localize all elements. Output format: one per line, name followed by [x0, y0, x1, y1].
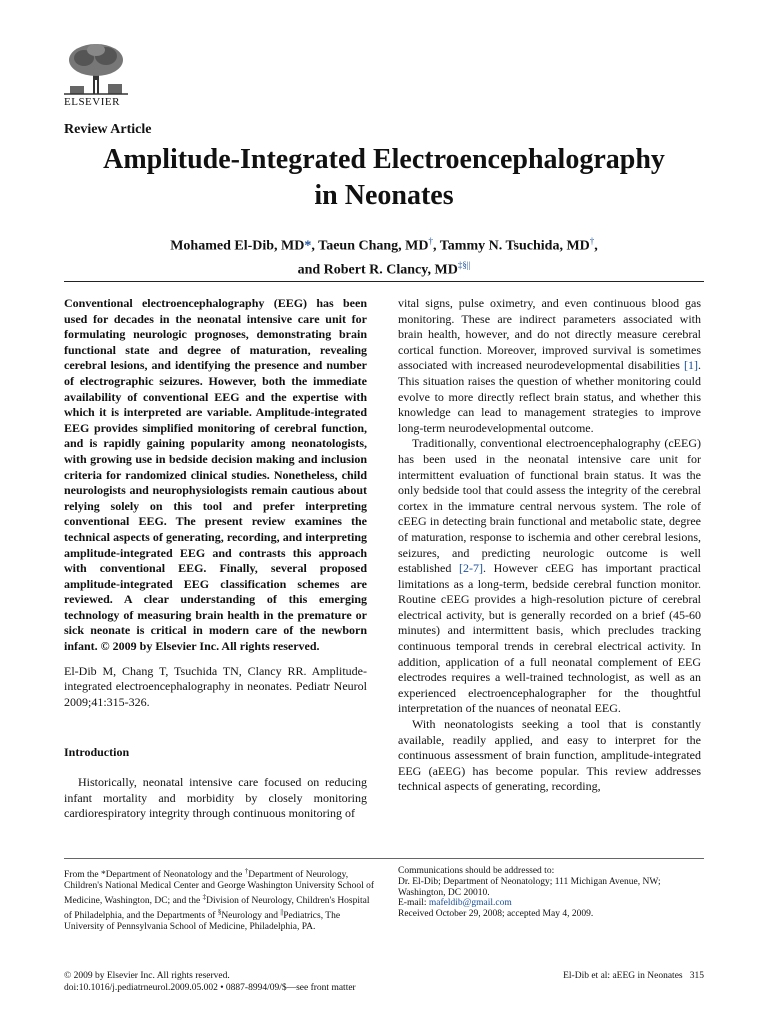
footnote-divider — [64, 858, 704, 859]
author-list — [40, 232, 728, 279]
copyright-block — [64, 970, 356, 994]
author-3: Tammy N. Tsuchida, MD — [439, 238, 590, 254]
author-line-2 — [40, 256, 728, 280]
title-line-1: Amplitude-Integrated Electroencephalography — [103, 144, 665, 175]
page-number: 315 — [689, 971, 704, 981]
correspondence-footnote — [398, 866, 704, 920]
elsevier-tree-logo-icon — [64, 40, 128, 96]
header-divider — [64, 281, 704, 282]
left-column — [64, 296, 367, 822]
author-4-affiliation-link[interactable]: ‡§|| — [457, 259, 471, 270]
publisher-logo — [64, 40, 128, 108]
affiliations-footnote: From the *Department of Neonatology and the †Department of Neurology, Children's National Medical Center and George Washington University School of Medicine, Washington, DC; and the ‡Division of Neurology, Children's Hospital of Philadelphia, and the Departments of §Neurology and ||Pediatrics, The University of Pennsylvania School of Medicine, Philadelphia, PA. — [64, 867, 375, 932]
intro-paragraph-1: Historically, neonatal intensive care focused on reducing infant mortality and morbidity by closely monitoring cardiorespiratory integrity through continuous monitoring of — [64, 775, 367, 821]
author-1-affiliation-link[interactable]: * — [304, 238, 312, 254]
article-type: Review Article — [64, 122, 152, 137]
reference-link-2-7[interactable]: [2-7] — [459, 561, 483, 576]
author-3-affiliation-link[interactable]: † — [589, 236, 595, 246]
received-date: Received October 29, 2008; accepted May 4, 2009. — [398, 909, 594, 920]
correspondence-line-3: Washington, DC 20010. — [398, 887, 490, 898]
body-paragraph-3: With neonatologists seeking a tool that is constantly available, readily applied, and easy to interpret for the continuous assessment of brain function, amplitude-integrated EEG (aEEG) has become popular. This review addresses technical aspects of generating, recording, — [398, 717, 701, 794]
running-footer — [563, 970, 704, 982]
title-line-2: in Neonates — [314, 180, 454, 211]
correspondence-line-1: Communications should be addressed to: — [398, 866, 555, 876]
email-link[interactable]: mafeldib@gmail.com — [428, 898, 512, 909]
correspondence-email-row: E-mail: mafeldib@gmail.com — [398, 898, 512, 909]
body-paragraph-1: vital signs, pulse oximetry, and even continuous blood gas monitoring. These are indirect parameters associated with brain health, however, and do not directly measure cerebral cortical function. Moreover, improved survival is sometimes associated with increased neurodevelopmental disabilities [1]. This situation raises the question of whether monitoring could evolve to more directly reflect brain status, and whether this knowledge can lead to management strategies to improve long-term neurodevelopmental outcome. — [398, 296, 701, 435]
author-line-1: Mohamed El-Dib, MD*, Taeun Chang, MD†, Tammy N. Tsuchida, MD†, — [170, 236, 598, 254]
author-4: and Robert R. Clancy, MD — [297, 262, 458, 278]
author-2-affiliation-link[interactable]: † — [428, 236, 433, 246]
publisher-name: ELSEVIER — [64, 96, 120, 108]
body-paragraph-2: Traditionally, conventional electroencephalography (cEEG) has been used in the neonatal intensive care unit for intermittent evaluation of functional brain status. It was the only bedside tool that could assess the integrity of the cerebral cortex in the immature central nervous system. The role of cEEG in detecting brain functional and metabolic state, degree of maturation, response to ischemia and other cerebral lesions, seizures, and predicting neurologic outcome is well established [2-7]. However cEEG has important practical limitations as a long-term, bedside cerebral function monitor. Routine cEEG provides a high-resolution picture of cerebral electrical activity, but is generally recorded on a brief (45-60 minutes) and intermittent basis, which precludes tracking continuous temporal trends in cerebral electrical activity. In addition, application of a full neonatal complement of EEG electrodes requires a well-trained technologist, as well as an experienced electroencephalographer for the thoughtful interpretation of the nuances of neonatal EEG. — [398, 436, 701, 716]
section-heading-introduction: Introduction — [64, 745, 130, 760]
running-footer-title: El-Dib et al: aEEG in Neonates — [563, 971, 683, 981]
doi-line[interactable]: doi:10.1016/j.pediatrneurol.2009.05.002 • 0887-8994/09/$—see front matter — [64, 983, 356, 993]
right-column — [398, 296, 701, 795]
reference-link-1[interactable]: [1] — [684, 358, 698, 373]
citation: El-Dib M, Chang T, Tsuchida TN, Clancy RR. Amplitude-integrated electroencephalography in neonates. Pediatr Neurol 2009;41:315-326. — [64, 663, 367, 709]
article-title — [40, 142, 728, 214]
correspondence-line-2: Dr. El-Dib; Department of Neonatology; 111 Michigan Avenue, NW; — [398, 876, 661, 887]
author-1: Mohamed El-Dib, MD — [170, 238, 305, 254]
copyright-line: © 2009 by Elsevier Inc. All rights reserved. — [64, 971, 230, 981]
abstract: Conventional electroencephalography (EEG) has been used for decades in the neonatal intensive care unit for formulating neurologic prognoses, demonstrating brain functional state and degree of maturation, revealing cerebral lesions, and identifying the presence and number of electrographic seizures. However, both the immediate availability of conventional EEG and the expertise with which it is interpreted are variable. Amplitude-integrated EEG provides simplified monitoring of cerebral function, and is rapidly gaining popularity among neonatologists, with growing use in bedside decision making and inclusion criteria for randomized clinical studies. Nonetheless, child neurologists and neurophysiologists remain cautious about relying solely on this tool and prefer interpreting conventional EEG. The present review examines the technical aspects of generating, recording, and interpreting amplitude-integrated EEG and contrasts this approach with conventional EEG. Finally, several proposed amplitude-integrated EEG classification schemes are reviewed. A clear understanding of this emerging technology of measuring brain health in the premature or sick neonate is critical in modern care of the newborn infant. © 2009 by Elsevier Inc. All rights reserved. — [64, 296, 367, 654]
author-2: Taeun Chang, MD — [318, 238, 429, 254]
